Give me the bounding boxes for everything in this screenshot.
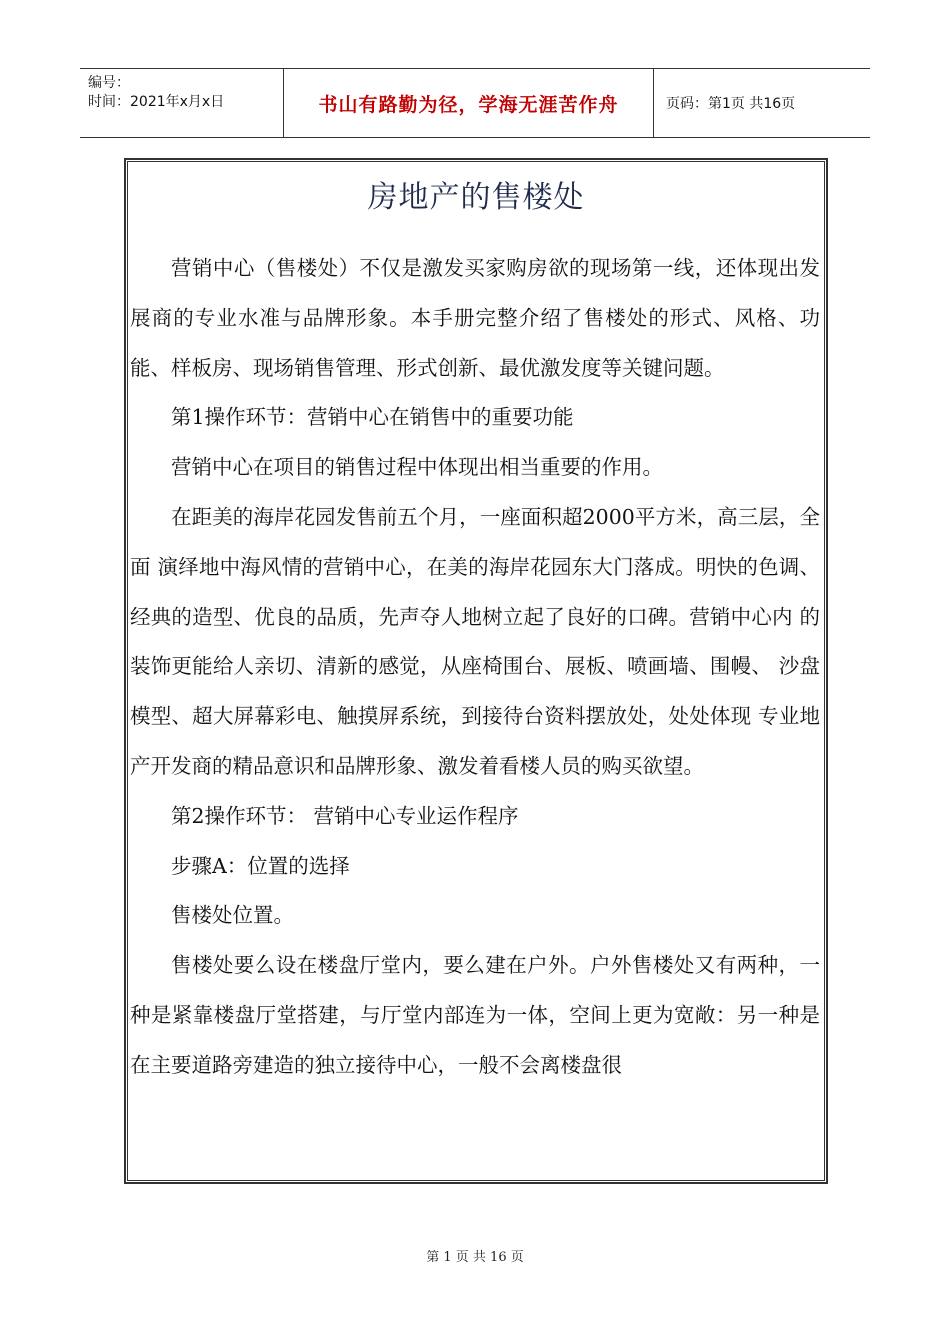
- date-line: 时间：2021年x月x日: [88, 94, 225, 110]
- paragraph-location-detail: 售楼处要么设在楼盘厅堂内，要么建在户外。户外售楼处又有两种，一种是紧靠楼盘厅堂搭建，与厅堂内部连为一体，空间上更为宽敞：另一种是在主要道路旁建造的独立接待中心，一般不会离楼盘很: [130, 953, 820, 1077]
- number-label: 编号：: [88, 75, 130, 91]
- content-frame: [124, 158, 828, 1184]
- document-header: [80, 68, 870, 138]
- paragraph-step-a: 步骤A：位置的选择: [171, 853, 350, 878]
- paragraph-location: 售楼处位置。: [171, 903, 294, 928]
- motto-text: 书山有路勤为径，学海无涯苦作舟: [318, 93, 619, 116]
- paragraph-section-2-heading: 第2操作环节： 营销中心专业运作程序: [171, 803, 519, 828]
- document-title: 房地产的售楼处: [367, 180, 585, 215]
- paragraph-case-study: 在距美的海岸花园发售前五个月，一座面积超2000平方米，高三层，全面 演绎地中海风情的营销中心，在美的海岸花园东大门落成。明快的色调、 经典的造型、优良的品质，先声夺人地树立起了良好的口碑。营销中心内 的装饰更能给人亲切、清新的感觉，从座椅围台、展板、喷画墙、围幔、 沙盘模型、超大屏幕彩电、触摸屏系统，到接待台资料摆放处，处处体现 专业地产开发商的精品意识和品牌形象、激发着看楼人员的购买欲望。: [130, 504, 820, 778]
- page-footer: 第 1 页 共 16 页: [426, 1250, 524, 1265]
- paragraph-section-1-heading: 第1操作环节：营销中心在销售中的重要功能: [171, 405, 574, 430]
- document-body: [130, 244, 820, 1091]
- header-page-info: [654, 69, 870, 137]
- page-info-text: 页码：第1页 共16页: [666, 96, 796, 112]
- header-meta: [80, 69, 283, 137]
- header-motto-cell: [283, 69, 654, 137]
- paragraph-section-1-lead: 营销中心在项目的销售过程中体现出相当重要的作用。: [171, 455, 663, 480]
- paragraph-intro: 营销中心（售楼处）不仅是激发买家购房欲的现场第一线，还体现出发展商的专业水准与品牌形象。本手册完整介绍了售楼处的形式、风格、功能、样板房、现场销售管理、形式创新、最优激发度等关键问题。: [130, 256, 820, 380]
